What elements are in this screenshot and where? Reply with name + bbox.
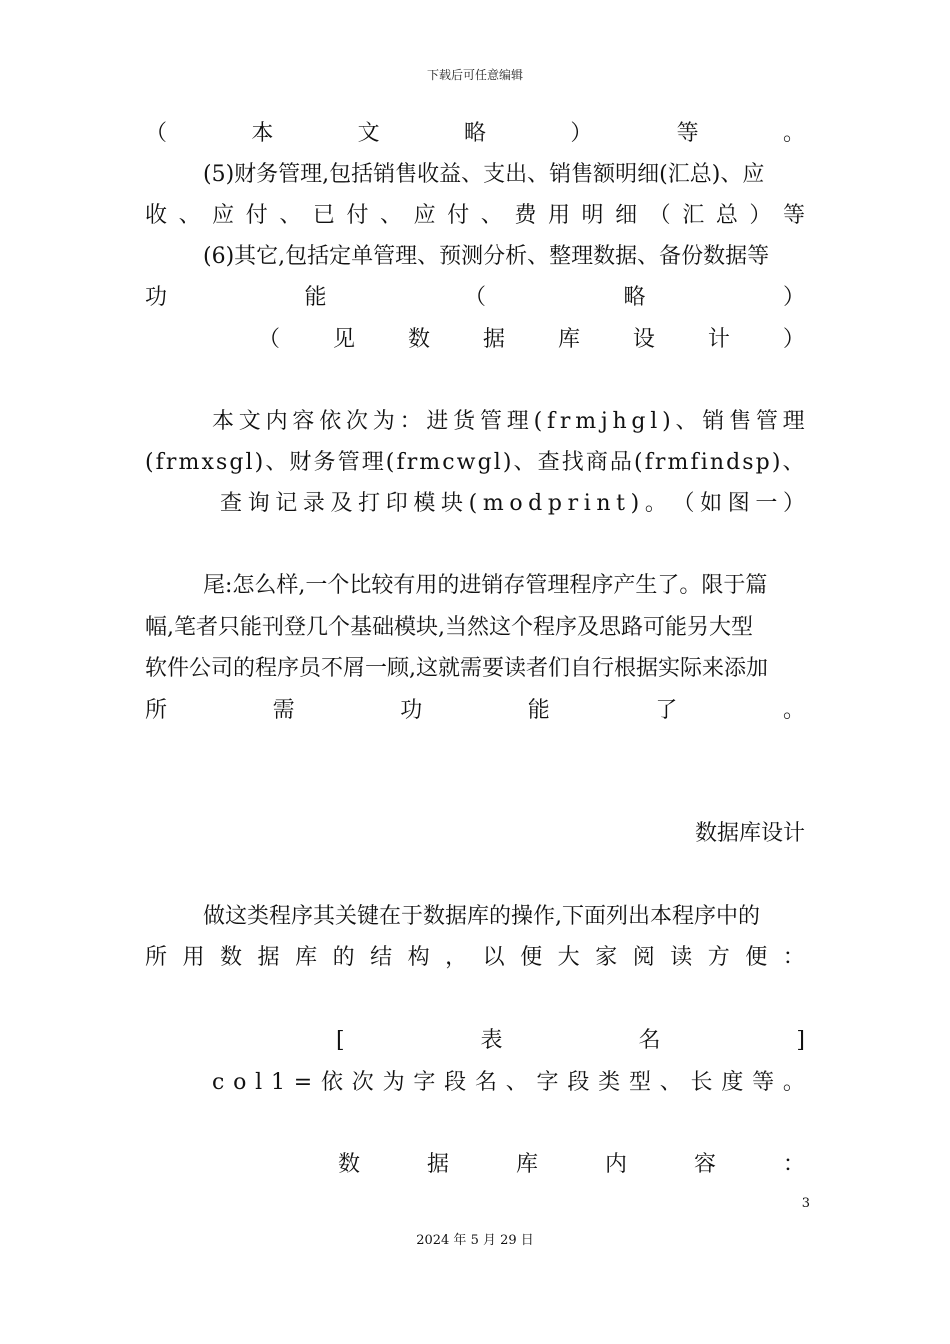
text-glyph: 所 [145,945,168,970]
text-glyph: 内 [604,1152,627,1177]
text-glyph: m [178,450,200,475]
text-glyph: 管 [479,409,502,434]
text-glyph: [ [336,1028,345,1053]
text-glyph: ) [630,491,640,516]
text-glyph: 细 [615,203,638,228]
text-glyph: 长 [690,1070,713,1095]
text-glyph: （ [463,285,486,310]
text-glyph: 应 [212,203,235,228]
text-glyph: 务 [313,450,336,475]
text-glyph: ( [385,450,395,475]
text-glyph: 读 [670,945,693,970]
text-glyph: c [212,1070,225,1095]
text-glyph: 为 [382,1070,405,1095]
text-glyph: 、 [480,203,503,228]
text-glyph: 图 [727,491,750,516]
text-glyph: 数 [338,1152,361,1177]
text-glyph: 等 [782,203,805,228]
text-glyph: 应 [413,203,436,228]
text-glyph: 管 [337,450,360,475]
text-glyph: 、 [675,409,698,434]
text-glyph: 依 [319,409,342,434]
text-line [212,407,805,437]
text-glyph: 售 [729,409,752,434]
text-line [212,1068,805,1098]
text-glyph: 略 [623,285,646,310]
text-line [220,489,805,519]
text-glyph: f [546,409,556,434]
text-glyph: 总 [715,203,738,228]
text-glyph: ( [634,450,643,475]
text-glyph: 品 [609,450,632,475]
text-line [145,201,805,231]
text-glyph: 如 [700,491,723,516]
text-line [258,325,805,355]
text-glyph: c [442,450,455,475]
text-line: 尾:怎么样,一个比较有用的进销存管理程序产生了。限于篇 [203,573,768,598]
section-heading: 数据库设计 [694,821,805,846]
text-glyph: m [575,409,597,434]
text-glyph: 大 [557,945,580,970]
text-glyph: 据 [257,945,280,970]
text-glyph: 找 [561,450,584,475]
text-glyph: 理 [361,450,384,475]
text-glyph: f [396,450,405,475]
text-glyph: o [509,491,523,516]
text-glyph: 收 [145,203,168,228]
text-glyph: 据 [482,327,505,352]
text-glyph: i [583,491,591,516]
text-glyph: 1 [270,1070,285,1095]
text-line: (5)财务管理,包括销售收益、支出、销售额明细(汇总)、应 [203,162,765,187]
text-glyph: 略 [463,121,486,146]
text-glyph: 。 [782,1070,805,1095]
text-glyph: 名 [474,1070,497,1095]
text-glyph: 明 [581,203,604,228]
text-glyph: 管 [755,409,778,434]
text-line [145,696,805,726]
text-glyph: 及 [330,491,353,516]
text-glyph: （ [648,203,671,228]
text-glyph: t [616,491,625,516]
text-line [145,448,805,478]
text-glyph: 类 [598,1070,621,1095]
text-glyph: l [493,450,501,475]
text-glyph: ） [782,285,805,310]
text-glyph: 内 [265,409,288,434]
text-glyph: 字 [413,1070,436,1095]
text-glyph: 。 [782,698,805,723]
text-glyph: 据 [426,1152,449,1177]
text-glyph: 段 [567,1070,590,1095]
text-glyph: g [229,450,244,475]
text-glyph: m [419,450,441,475]
text-glyph: s [215,450,228,475]
text-line: 做这类程序其关键在于数据库的操作,下面列出本程序中的 [203,904,760,929]
text-glyph: 型 [628,1070,651,1095]
text-glyph: 、 [505,1070,528,1095]
text-glyph: l [255,1070,263,1095]
text-glyph: ： [399,409,422,434]
text-glyph: 便 [520,945,543,970]
text-glyph: 理 [782,409,805,434]
text-glyph: 付 [447,203,470,228]
text-glyph: s [742,450,754,475]
text-glyph: ( [533,409,543,434]
text-glyph: 表 [480,1028,503,1053]
text-glyph: 文 [357,121,380,146]
text-glyph: 文 [238,409,261,434]
text-glyph: 库 [515,1152,538,1177]
text-glyph: ] [796,1028,805,1053]
text-glyph: 名 [638,1028,661,1053]
text-glyph: m [482,491,504,516]
text-line [336,1026,805,1056]
text-glyph: 、 [659,1070,682,1095]
text-glyph: p [547,491,562,516]
text-line: 软件公司的程序员不屑一顾,这就需要读者们自行根据实际来添加 [145,656,768,681]
text-glyph: 段 [444,1070,467,1095]
text-glyph: 理 [506,409,529,434]
text-glyph: h [612,409,627,434]
text-glyph: （ [145,121,168,146]
text-glyph: p [755,450,770,475]
text-glyph: ： [782,945,805,970]
text-glyph: r [559,409,571,434]
text-glyph: 功 [145,285,168,310]
text-glyph: 为 [372,409,395,434]
text-glyph: r [654,450,666,475]
text-glyph: 容 [693,1152,716,1177]
page-header: 下载后可任意编辑 [426,68,523,82]
text-glyph: 功 [400,698,423,723]
text-glyph: 次 [351,1070,374,1095]
text-glyph: 记 [275,491,298,516]
text-line [145,943,805,973]
text-glyph: 容 [292,409,315,434]
text-glyph: 模 [413,491,436,516]
text-glyph: m [667,450,689,475]
text-glyph: 设 [632,327,655,352]
text-glyph: r [165,450,177,475]
text-glyph: 便 [745,945,768,970]
text-glyph: 等 [676,121,699,146]
text-glyph: n [709,450,725,475]
page-number: 3 [801,1196,810,1211]
text-glyph: 、 [513,450,536,475]
text-glyph: 需 [272,698,295,723]
text-glyph: 录 [302,491,325,516]
text-line [145,119,805,149]
text-glyph: 库 [557,327,580,352]
text-glyph: 计 [707,327,730,352]
text-glyph: r [567,491,579,516]
text-glyph: 用 [547,203,570,228]
text-glyph: 结 [370,945,393,970]
text-glyph: ) [254,450,264,475]
text-glyph: （ [258,327,281,352]
text-glyph: ） [782,491,805,516]
text-glyph: 财 [289,450,312,475]
text-glyph: l [650,409,658,434]
text-glyph: 商 [585,450,608,475]
text-glyph: l [245,450,253,475]
text-glyph: 、 [279,203,302,228]
text-glyph: 本 [251,121,274,146]
text-glyph: 一 [755,491,778,516]
text-glyph: 、 [380,203,403,228]
text-glyph: g [631,409,646,434]
text-glyph: 、 [178,203,201,228]
text-glyph: 能 [304,285,327,310]
text-glyph: 所 [145,698,168,723]
text-glyph: = [293,1070,313,1095]
text-line [338,1150,805,1180]
text-line [145,283,805,313]
text-glyph: ， [445,945,468,970]
text-glyph: 销 [702,409,725,434]
text-glyph: r [406,450,418,475]
text-glyph: f [644,450,653,475]
text-line: (6)其它,包括定单管理、预测分析、整理数据、备份数据等 [203,244,770,269]
text-glyph: o [233,1070,247,1095]
text-glyph: 费 [514,203,537,228]
text-glyph: 库 [295,945,318,970]
text-glyph: 了 [655,698,678,723]
text-glyph: 用 [182,945,205,970]
text-glyph: 查 [220,491,243,516]
text-glyph: w [456,450,476,475]
text-glyph: 已 [312,203,335,228]
text-glyph: 见 [332,327,355,352]
text-glyph: ： [782,1152,805,1177]
text-glyph: ) [662,409,671,434]
text-glyph: ） [570,121,593,146]
text-glyph: 字 [536,1070,559,1095]
text-glyph: 家 [595,945,618,970]
text-glyph: 度 [721,1070,744,1095]
text-glyph: 能 [527,698,550,723]
text-glyph: 依 [320,1070,343,1095]
text-glyph: ) [502,450,512,475]
text-glyph: 的 [332,945,355,970]
text-glyph: d [528,491,543,516]
text-glyph: （ [672,491,695,516]
text-glyph: ) [771,450,781,475]
text-glyph: 块 [441,491,464,516]
text-glyph: 、 [782,450,805,475]
text-glyph: 方 [707,945,730,970]
text-glyph: i [700,450,708,475]
text-glyph: 付 [245,203,268,228]
text-glyph: 询 [247,491,270,516]
text-glyph: 进 [426,409,449,434]
text-glyph: 查 [537,450,560,475]
text-glyph: 等 [752,1070,775,1095]
text-glyph: f [155,450,164,475]
text-glyph: ( [468,491,478,516]
text-glyph: 打 [358,491,381,516]
page-footer-date: 2024 年 5 月 29 日 [416,1233,534,1248]
text-glyph: 次 [345,409,368,434]
text-glyph: 数 [220,945,243,970]
text-glyph: 货 [453,409,476,434]
text-glyph: 本 [212,409,235,434]
text-glyph: 阅 [632,945,655,970]
text-glyph: x [201,450,214,475]
text-glyph: n [596,491,611,516]
text-line: 幅,笔者只能刊登几个基础模块,当然这个程序及思路可能另大型 [145,615,753,640]
text-glyph: ） [782,327,805,352]
text-glyph: 付 [346,203,369,228]
text-glyph: f [690,450,699,475]
text-glyph: j [600,409,608,434]
text-glyph: d [726,450,741,475]
text-glyph: 汇 [682,203,705,228]
text-glyph: 、 [265,450,288,475]
text-glyph: ( [145,450,154,475]
text-glyph: ） [749,203,772,228]
text-glyph: 。 [644,491,667,516]
text-glyph: 印 [385,491,408,516]
text-glyph: 以 [482,945,505,970]
text-glyph: g [477,450,492,475]
text-glyph: 数 [407,327,430,352]
text-glyph: 。 [782,121,805,146]
text-glyph: 构 [407,945,430,970]
